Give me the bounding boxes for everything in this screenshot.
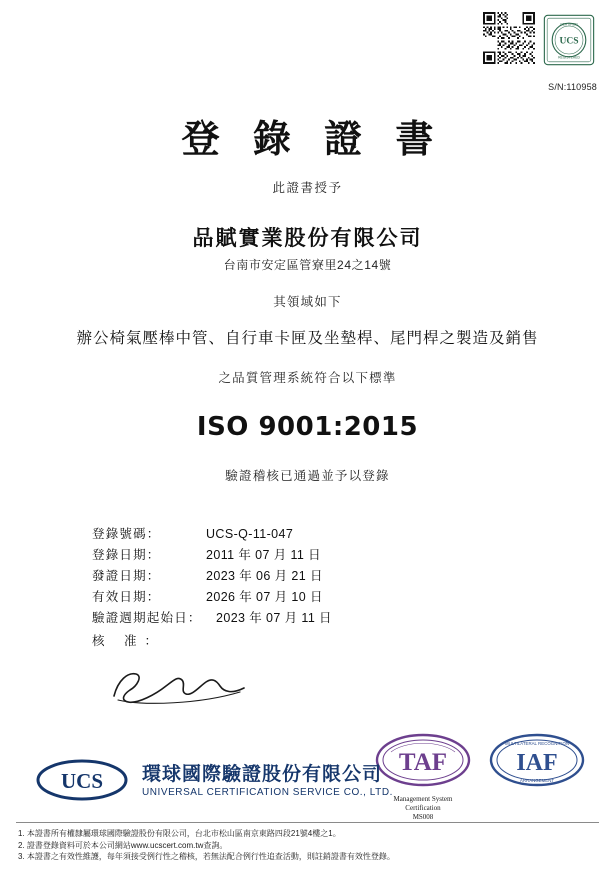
- company-name: 品賦實業股份有限公司: [192, 226, 423, 250]
- footer-divider: [16, 822, 599, 823]
- scope-header: 其領域如下: [273, 295, 342, 309]
- brand-text: [142, 763, 393, 798]
- scope-text: 辦公椅氣壓棒中管、自行車卡匣及坐墊桿、尾門桿之製造及銷售: [76, 330, 539, 347]
- page-title: 登 錄 證 書: [181, 117, 444, 161]
- footer-note: 3. 本證書之有效性維護，每年須接受例行性之稽核，若無法配合例行性追查活動，則註銷證書有效性登錄。: [18, 852, 395, 861]
- awarded-to-label: 此證書授予: [272, 181, 343, 195]
- detail-row: [92, 545, 332, 566]
- taf-caption-line3: MS008: [412, 813, 434, 821]
- detail-value: 2023 年 07 月 11 日: [216, 611, 332, 625]
- audit-statement: 驗證稽核已通過並予以登錄: [225, 469, 390, 483]
- standard-name: ISO 9001:2015: [196, 412, 419, 442]
- footer-note: 1. 本證書所有權隸屬環球國際驗證股份有限公司，台北市松山區南京東路四段21號4樓之1。: [18, 829, 341, 838]
- certificate-details: [92, 524, 332, 652]
- detail-row: [92, 608, 332, 629]
- footer-note: 2. 證書登錄資料可於本公司網站www.ucscert.com.tw查詢。: [18, 840, 228, 850]
- detail-row: [92, 566, 332, 587]
- svg-text:MULTILATERAL RECOGNITION: MULTILATERAL RECOGNITION: [504, 741, 570, 746]
- svg-text:ARRANGEMENT: ARRANGEMENT: [519, 778, 555, 783]
- signature-mark: [104, 660, 254, 710]
- detail-label: 登錄號碼：: [92, 527, 161, 541]
- detail-row: [92, 587, 332, 608]
- detail-label: 驗證週期起始日：: [92, 611, 202, 625]
- ucs-logo-icon: [36, 758, 128, 802]
- ucs-seal-icon: [541, 12, 597, 68]
- svg-text:REGISTERED: REGISTERED: [558, 55, 580, 60]
- approval-row: [92, 631, 332, 652]
- svg-text:CERTIFIED: CERTIFIED: [560, 22, 578, 27]
- top-marks: [483, 12, 597, 68]
- company-address: 台南市安定區管寮里24之14號: [223, 258, 392, 272]
- conformity-text: 之品質管理系統符合以下標準: [218, 371, 397, 385]
- qr-code-icon: [483, 12, 535, 64]
- footer-notes: [18, 828, 599, 863]
- detail-value: 2011 年 07 月 11 日: [206, 548, 322, 562]
- brand-name-cn: 環球國際驗證股份有限公司: [142, 762, 383, 785]
- svg-text:UCS: UCS: [559, 36, 579, 47]
- detail-label: 登錄日期：: [92, 548, 161, 562]
- detail-label: 發證日期：: [92, 569, 161, 583]
- iaf-icon: [487, 732, 587, 788]
- brand-name-en: UNIVERSAL CERTIFICATION SERVICE CO., LTD.: [142, 786, 393, 798]
- detail-label: 有效日期：: [92, 590, 161, 604]
- svg-text:IAF: IAF: [516, 750, 558, 776]
- detail-value: 2023 年 06 月 21 日: [206, 569, 323, 583]
- svg-text:TAF: TAF: [398, 749, 448, 776]
- detail-value: 2026 年 07 月 10 日: [206, 590, 323, 604]
- detail-row: [92, 524, 332, 545]
- company-brand: [36, 758, 393, 802]
- approval-label: 核 准：: [92, 634, 165, 648]
- accreditation-logos: [373, 732, 587, 822]
- taf-caption-line1: Management System: [393, 795, 453, 803]
- taf-caption-line2: Certification: [405, 804, 441, 812]
- svg-text:UCS: UCS: [60, 769, 104, 793]
- detail-value: UCS-Q-11-047: [206, 527, 294, 541]
- serial-number: S/N:110958: [548, 82, 597, 92]
